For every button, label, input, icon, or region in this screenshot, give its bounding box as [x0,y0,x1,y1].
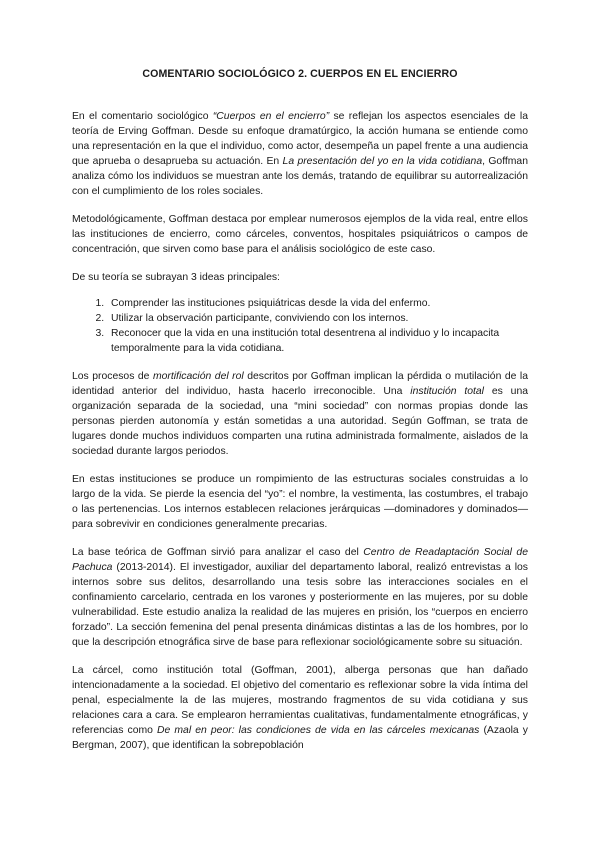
list-item: 3. Reconocer que la vida en una institución total desentrena al individuo y lo incapacita temporalmente para la vida cotidiana. [107,326,528,356]
paragraph-rupture: En estas instituciones se produce un rompimiento de las estructuras sociales construidas a lo largo de la vida. Se pierde la esencia del “yo”: el nombre, la vestimenta, las costumbres, el trabajo o las pertenencias. Los internos establecen relaciones jerárquicas —dominadores y dominados— para sobrevivir en condiciones generalmente precarias. [72,474,528,530]
list-item: 2. Utilizar la observación participante, conviviendo con los internos. [107,311,528,326]
italic-term-mortificacion: mortificación del rol [152,371,244,382]
paragraph-mortification: Los procesos de mortificación del rol descritos por Goffman implican la pérdida o mutilación de la identidad anterior del individuo, hasta hacerlo irreconocible. Una institución total es una organización separada de la sociedad, una “mini sociedad” con normas propias donde las personas pierden autonomía y están sometidas a una autoridad. Según Goffman, se trata de lugares donde muchos individuos comparten una rutina administrada formalmente, aislados de la sociedad durante largos periodos. [72,371,529,457]
paragraph-methodology: Metodológicamente, Goffman destaca por emplear numerosos ejemplos de la vida real, entre ellos las instituciones de encierro, como cárceles, conventos, hospitales psiquiátricos o campos de concentración, que sirven como base para el análisis sociológico de este caso. [72,214,528,255]
italic-term-institucion: institución total [410,386,484,397]
paragraph-intro: En el comentario sociológico “Cuerpos en el encierro” se reflejan los aspectos esenciales de la teoría de Erving Goffman. Desde su enfoque dramatúrgico, la acción humana se entiende como una representación en la que el individuo, como actor, desempeña un papel frente a una audiencia que aprueba o desaprueba su actuación. En La presentación del yo en la vida cotidiana, Goffman analiza cómo los individuos se muestran ante los demás, tratando de equilibrar su autorrealización con el cumplimiento de los roles sociales. [72,111,528,197]
ideas-list [72,296,528,356]
paragraph-case-pachuca: La base teórica de Goffman sirvió para analizar el caso del Centro de Readaptación Social de Pachuca (2013-2014). El investigador, auxiliar del departamento laboral, realizó entrevistas a los internos sobre sus delitos, desarrollando una tesis sobre las interacciones sociales en el confinamiento carcelario, centrada en los varones y posteriormente en las mujeres, por su doble vulnerabilidad. Este estudio analiza la realidad de las mujeres en prisión, los “cuerpos en encierro forzado”. La sección femenina del penal presenta dinámicas distintas a las de los hombres, por lo que la descripción etnográfica sirve de base para reflexionar sociológicamente sobre su situación. [72,547,528,648]
italic-title-cuerpos: “Cuerpos en el encierro” [212,111,330,122]
list-item: 1. Comprender las instituciones psiquiátricas desde la vida del enfermo. [107,296,528,311]
italic-title-presentacion: La presentación del yo en la vida cotidiana [282,156,483,167]
document-title: COMENTARIO SOCIOLÓGICO 2. CUERPOS EN EL ENCIERRO [142,68,458,80]
italic-reference-title: De mal en peor: las condiciones de vida en las cárceles mexicanas [157,725,480,736]
paragraph-ideas-intro: De su teoría se subrayan 3 ideas principales: [72,272,280,283]
italic-centro-name: Centro de Readaptación Social de Pachuca [72,547,528,573]
paragraph-prison: La cárcel, como institución total (Goffman, 2001), alberga personas que han dañado intencionadamente a la sociedad. El objetivo del comentario es reflexionar sobre la vida íntima del penal, especialmente la de las mujeres, mostrando fragmentos de su vida cotidiana y sus relaciones cara a cara. Se emplearon herramientas cualitativas, fundamentalmente etnográficas, y referencias como De mal en peor: las condiciones de vida en las cárceles mexicanas (Azaola y Bergman, 2007), que identifican la sobrepoblación [72,665,528,751]
